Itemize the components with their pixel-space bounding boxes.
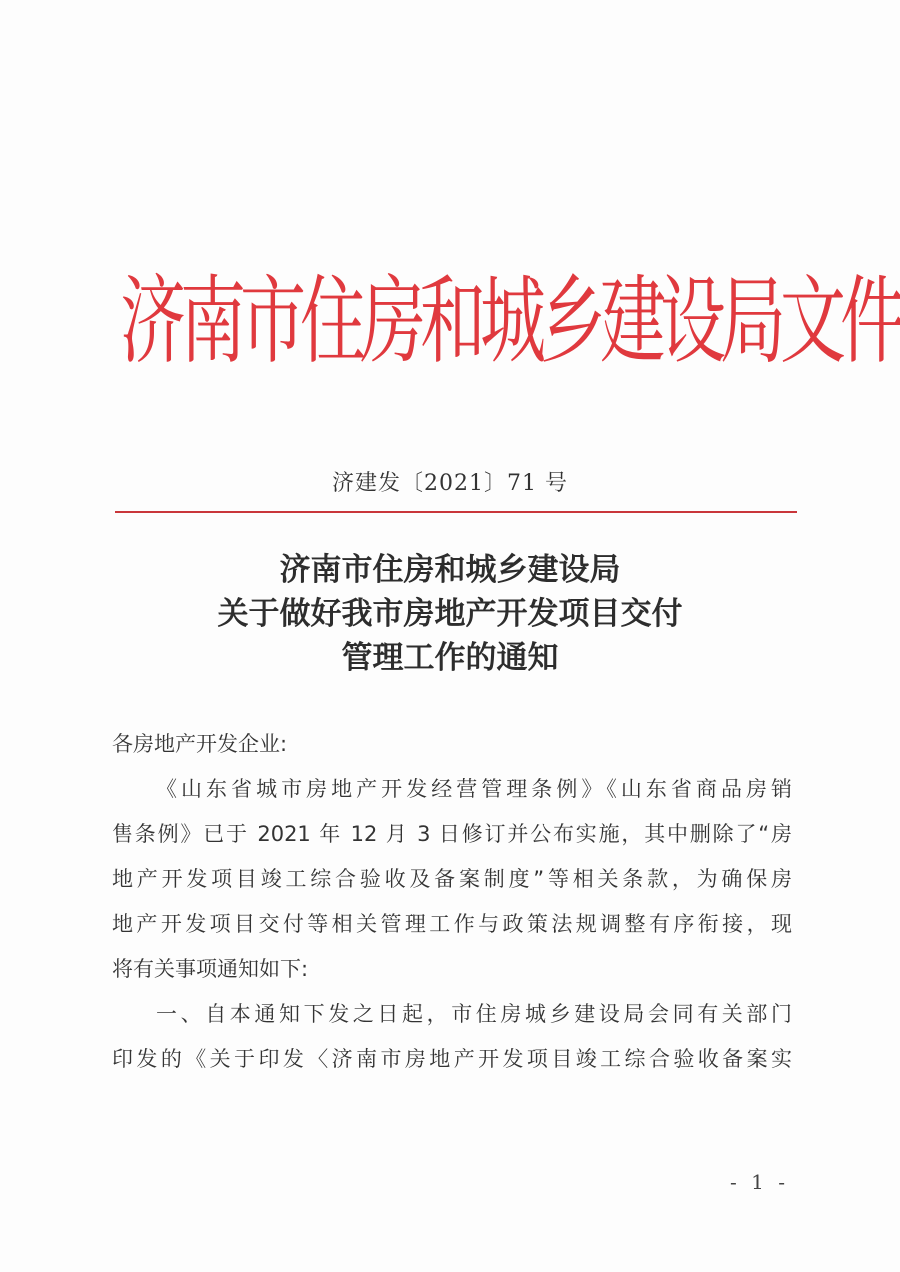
body-line: 将有关事项通知如下: [112,957,309,981]
title-line-1: 济南市住房和城乡建设局 [279,552,621,588]
page-number: - 1 - [730,1170,789,1194]
red-divider-line [115,511,797,513]
body-line: 《山东省城市房地产开发经营管理条例》《山东省商品房销 [156,777,792,801]
body-line: 印发的《关于印发〈济南市房地产开发项目竣工综合验收备案实 [112,1047,792,1071]
body-line: 售条例》已于 2021 年 12 月 3 日修订并公布实施，其中删除了“房 [112,822,792,846]
title-line-3: 管理工作的通知 [341,640,559,676]
body-line: 地产开发项目交付等相关管理工作与政策法规调整有序衔接，现 [112,912,792,936]
document-title [0,548,900,680]
body-line: 一、自本通知下发之日起，市住房城乡建设局会同有关部门 [156,1002,792,1026]
title-line-2: 关于做好我市房地产开发项目交付 [217,596,683,632]
document-body [112,722,792,1082]
salutation: 各房地产开发企业: [112,732,288,756]
body-line: 地产开发项目竣工综合验收及备案制度”等相关条款，为确保房 [112,867,792,891]
masthead-red-header: 济南市住房和城乡建设局文件 [120,265,900,378]
document-number: 济建发〔2021〕71 号 [332,471,568,496]
